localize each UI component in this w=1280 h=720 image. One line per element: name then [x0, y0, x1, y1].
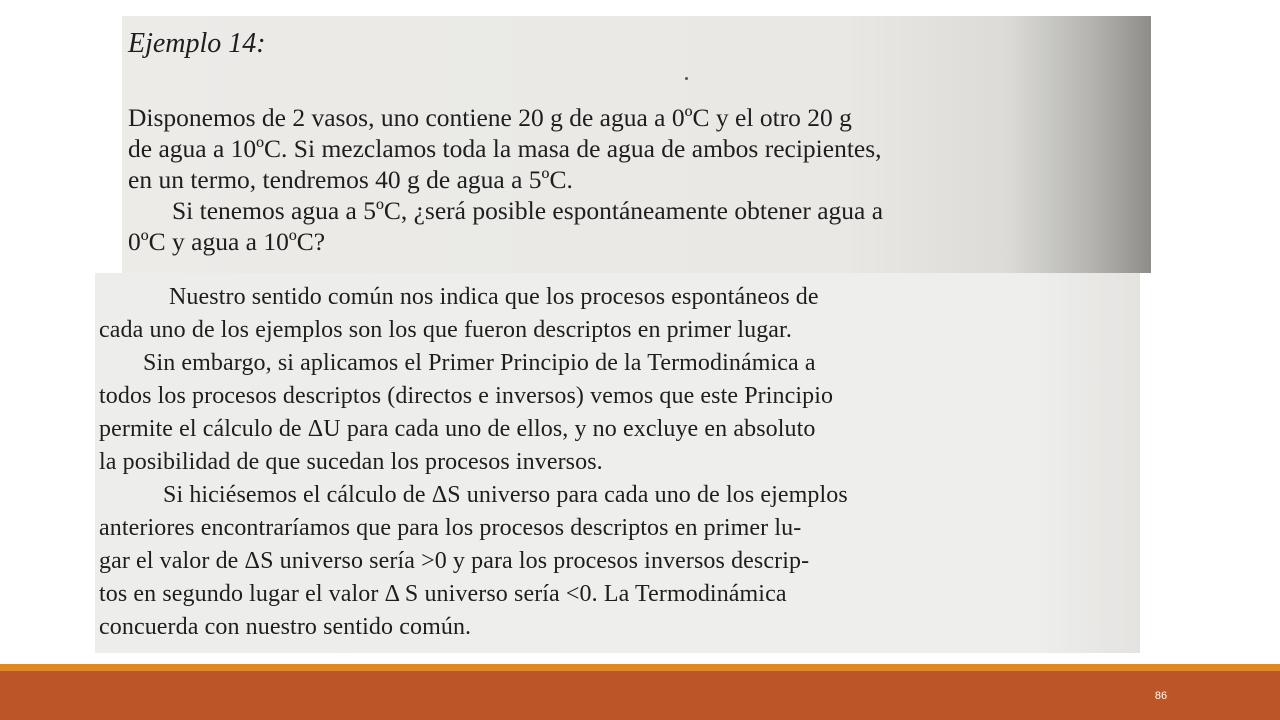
text-line: Disponemos de 2 vasos, uno contiene 20 g de agua a 0ºC y el otro 20 g — [128, 103, 852, 132]
text-line: en un termo, tendremos 40 g de agua a 5ºC. — [128, 165, 573, 194]
text-line: Nuestro sentido común nos indica que los procesos espontáneos de — [169, 284, 819, 310]
footer-accent-rule — [0, 664, 1280, 671]
page-number: 86 — [1154, 690, 1168, 702]
text-line: Sin embargo, si aplicamos el Primer Principio de la Termodinámica a — [143, 350, 816, 376]
text-line: la posibilidad de que sucedan los procesos inversos. — [99, 449, 603, 475]
scanned-image-top — [122, 16, 1151, 273]
text-line: tos en segundo lugar el valor Δ S universo sería <0. La Termodinámica — [99, 581, 787, 607]
text-line: Si tenemos agua a 5ºC, ¿será posible espontáneamente obtener agua a — [172, 196, 884, 225]
example-heading: Ejemplo 14: — [128, 28, 266, 59]
text-line: Si hiciésemos el cálculo de ΔS universo para cada uno de los ejemplos — [163, 482, 848, 508]
text-line: todos los procesos descriptos (directos e inversos) vemos que este Principio — [99, 383, 834, 409]
scan-speck — [685, 77, 688, 80]
text-line: cada uno de los ejemplos son los que fueron descriptos en primer lugar. — [99, 317, 792, 343]
text-line: concuerda con nuestro sentido común. — [99, 614, 472, 640]
text-line: anteriores encontraríamos que para los procesos descriptos en primer lu- — [99, 515, 802, 541]
text-line: de agua a 10ºC. Si mezclamos toda la masa de agua de ambos recipientes, — [128, 134, 882, 163]
text-line: permite el cálculo de ΔU para cada uno de ellos, y no excluye en absoluto — [99, 416, 816, 442]
scanned-image-bottom — [95, 273, 1140, 653]
explanation-paragraph — [99, 281, 848, 644]
text-line: gar el valor de ΔS universo sería >0 y para los procesos inversos descrip- — [99, 548, 810, 574]
example-paragraph — [128, 102, 883, 257]
text-line: 0ºC y agua a 10ºC? — [128, 227, 326, 256]
footer-bar — [0, 671, 1280, 720]
